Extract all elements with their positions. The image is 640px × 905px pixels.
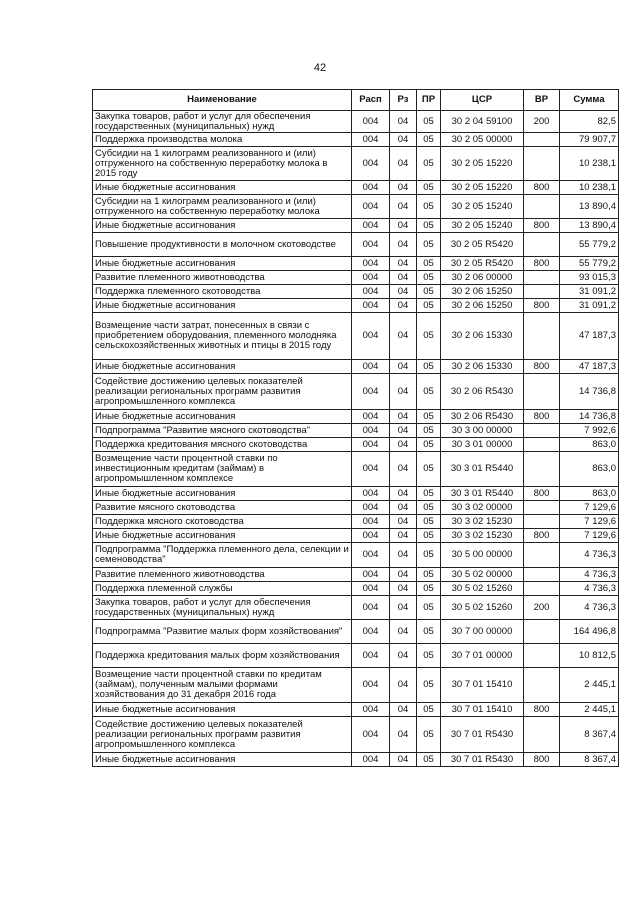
cell-rz: 04	[390, 501, 417, 515]
cell-name: Субсидии на 1 килограмм реализованного и (или) отгруженного на собственную переработку молока	[93, 195, 352, 219]
cell-pr: 05	[417, 703, 441, 717]
page-number: 42	[313, 62, 327, 74]
cell-rz: 04	[390, 271, 417, 285]
cell-vr	[524, 620, 560, 644]
cell-name: Возмещение части затрат, понесенных в связи с приобретением оборудования, племенного молодняка сельскохозяйственных животных и птицы в 2015 году	[93, 313, 352, 360]
cell-rz: 04	[390, 257, 417, 271]
cell-sum: 55 779,2	[560, 257, 619, 271]
cell-rasp: 004	[352, 620, 390, 644]
cell-name: Иные бюджетные ассигнования	[93, 360, 352, 374]
cell-csr: 30 3 02 00000	[441, 501, 524, 515]
cell-csr: 30 5 02 00000	[441, 568, 524, 582]
cell-rasp: 004	[352, 438, 390, 452]
cell-pr: 05	[417, 360, 441, 374]
table-row	[93, 313, 619, 360]
table-row	[93, 133, 619, 147]
cell-rasp: 004	[352, 257, 390, 271]
cell-rz: 04	[390, 285, 417, 299]
cell-name: Поддержка племенного скотоводства	[93, 285, 352, 299]
cell-vr	[524, 285, 560, 299]
cell-rz: 04	[390, 299, 417, 313]
table-row	[93, 285, 619, 299]
cell-name: Содействие достижению целевых показателей реализации региональных программ развития агропромышленного комплекса	[93, 717, 352, 753]
cell-pr: 05	[417, 717, 441, 753]
cell-csr: 30 2 06 15250	[441, 285, 524, 299]
cell-rz: 04	[390, 233, 417, 257]
cell-vr: 200	[524, 596, 560, 620]
cell-rasp: 004	[352, 644, 390, 668]
cell-vr	[524, 233, 560, 257]
cell-sum: 47 187,3	[560, 360, 619, 374]
cell-sum: 10 238,1	[560, 147, 619, 181]
cell-pr: 05	[417, 596, 441, 620]
budget-table	[92, 89, 619, 767]
cell-rz: 04	[390, 195, 417, 219]
cell-pr: 05	[417, 299, 441, 313]
cell-pr: 05	[417, 424, 441, 438]
table-row	[93, 717, 619, 753]
cell-rz: 04	[390, 360, 417, 374]
cell-pr: 05	[417, 271, 441, 285]
table-row	[93, 703, 619, 717]
cell-sum: 863,0	[560, 438, 619, 452]
cell-rasp: 004	[352, 753, 390, 767]
cell-rasp: 004	[352, 515, 390, 529]
cell-pr: 05	[417, 111, 441, 133]
cell-pr: 05	[417, 529, 441, 543]
cell-rasp: 004	[352, 424, 390, 438]
cell-pr: 05	[417, 285, 441, 299]
cell-name: Поддержка мясного скотоводства	[93, 515, 352, 529]
cell-csr: 30 2 05 15220	[441, 181, 524, 195]
cell-rasp: 004	[352, 374, 390, 410]
cell-vr	[524, 644, 560, 668]
cell-name: Иные бюджетные ассигнования	[93, 299, 352, 313]
cell-rasp: 004	[352, 501, 390, 515]
cell-csr: 30 2 05 15240	[441, 195, 524, 219]
cell-rasp: 004	[352, 543, 390, 568]
cell-rasp: 004	[352, 313, 390, 360]
cell-rasp: 004	[352, 271, 390, 285]
cell-rz: 04	[390, 568, 417, 582]
cell-name: Иные бюджетные ассигнования	[93, 219, 352, 233]
cell-rz: 04	[390, 717, 417, 753]
cell-rz: 04	[390, 133, 417, 147]
cell-rz: 04	[390, 582, 417, 596]
table-row	[93, 360, 619, 374]
cell-rz: 04	[390, 529, 417, 543]
cell-sum: 8 367,4	[560, 717, 619, 753]
cell-name: Содействие достижению целевых показателей реализации региональных программ развития агропромышленного комплекса	[93, 374, 352, 410]
cell-pr: 05	[417, 668, 441, 703]
cell-csr: 30 2 05 R5420	[441, 257, 524, 271]
cell-vr	[524, 424, 560, 438]
cell-csr: 30 2 04 59100	[441, 111, 524, 133]
cell-vr: 800	[524, 257, 560, 271]
cell-sum: 2 445,1	[560, 703, 619, 717]
cell-name: Поддержка кредитования малых форм хозяйствования	[93, 644, 352, 668]
cell-pr: 05	[417, 195, 441, 219]
cell-csr: 30 7 01 15410	[441, 668, 524, 703]
cell-sum: 4 736,3	[560, 568, 619, 582]
table-row	[93, 195, 619, 219]
table-row	[93, 410, 619, 424]
table-row	[93, 620, 619, 644]
cell-name: Иные бюджетные ассигнования	[93, 487, 352, 501]
table-row	[93, 271, 619, 285]
cell-pr: 05	[417, 374, 441, 410]
cell-name: Иные бюджетные ассигнования	[93, 410, 352, 424]
cell-name: Подпрограмма "Развитие малых форм хозяйствования"	[93, 620, 352, 644]
cell-pr: 05	[417, 620, 441, 644]
cell-vr	[524, 438, 560, 452]
cell-rasp: 004	[352, 668, 390, 703]
cell-sum: 4 736,3	[560, 543, 619, 568]
cell-sum: 7 992,6	[560, 424, 619, 438]
cell-rasp: 004	[352, 596, 390, 620]
cell-csr: 30 3 02 15230	[441, 529, 524, 543]
table-row	[93, 233, 619, 257]
cell-vr: 800	[524, 529, 560, 543]
header-rz: Рз	[390, 90, 417, 111]
cell-vr: 800	[524, 487, 560, 501]
table-row	[93, 424, 619, 438]
cell-name: Поддержка племенной службы	[93, 582, 352, 596]
cell-csr: 30 2 06 R5430	[441, 374, 524, 410]
cell-name: Иные бюджетные ассигнования	[93, 703, 352, 717]
cell-rasp: 004	[352, 360, 390, 374]
cell-sum: 31 091,2	[560, 285, 619, 299]
cell-rasp: 004	[352, 568, 390, 582]
cell-sum: 93 015,3	[560, 271, 619, 285]
cell-sum: 79 907,7	[560, 133, 619, 147]
table-row	[93, 257, 619, 271]
cell-rz: 04	[390, 596, 417, 620]
cell-rz: 04	[390, 147, 417, 181]
cell-vr	[524, 717, 560, 753]
cell-rasp: 004	[352, 181, 390, 195]
cell-rasp: 004	[352, 285, 390, 299]
cell-name: Закупка товаров, работ и услуг для обеспечения государственных (муниципальных) нужд	[93, 111, 352, 133]
cell-csr: 30 7 01 00000	[441, 644, 524, 668]
header-name: Наименование	[93, 90, 352, 111]
cell-name: Закупка товаров, работ и услуг для обеспечения государственных (муниципальных) нужд	[93, 596, 352, 620]
table-row	[93, 753, 619, 767]
cell-csr: 30 2 05 15220	[441, 147, 524, 181]
cell-rasp: 004	[352, 717, 390, 753]
cell-vr	[524, 568, 560, 582]
cell-sum: 863,0	[560, 487, 619, 501]
cell-pr: 05	[417, 233, 441, 257]
cell-csr: 30 2 06 R5430	[441, 410, 524, 424]
cell-csr: 30 2 06 15330	[441, 360, 524, 374]
cell-pr: 05	[417, 753, 441, 767]
cell-sum: 4 736,3	[560, 582, 619, 596]
cell-rz: 04	[390, 313, 417, 360]
cell-rasp: 004	[352, 410, 390, 424]
cell-rz: 04	[390, 515, 417, 529]
cell-csr: 30 2 06 15250	[441, 299, 524, 313]
cell-pr: 05	[417, 219, 441, 233]
header-pr: ПР	[417, 90, 441, 111]
cell-csr: 30 7 01 15410	[441, 703, 524, 717]
table-row	[93, 644, 619, 668]
cell-rz: 04	[390, 181, 417, 195]
cell-pr: 05	[417, 181, 441, 195]
table-row	[93, 111, 619, 133]
cell-rasp: 004	[352, 582, 390, 596]
cell-pr: 05	[417, 133, 441, 147]
cell-name: Возмещение части процентной ставки по кредитам (займам), полученным малыми формами хозяйствования до 31 декабря 2016 года	[93, 668, 352, 703]
cell-vr: 800	[524, 219, 560, 233]
cell-name: Поддержка производства молока	[93, 133, 352, 147]
cell-sum: 10 812,5	[560, 644, 619, 668]
cell-vr	[524, 501, 560, 515]
header-csr: ЦСР	[441, 90, 524, 111]
cell-rz: 04	[390, 410, 417, 424]
cell-sum: 7 129,6	[560, 529, 619, 543]
table-row	[93, 668, 619, 703]
cell-csr: 30 7 01 R5430	[441, 717, 524, 753]
cell-rz: 04	[390, 219, 417, 233]
cell-csr: 30 2 06 00000	[441, 271, 524, 285]
cell-rasp: 004	[352, 195, 390, 219]
table-row	[93, 568, 619, 582]
cell-name: Субсидии на 1 килограмм реализованного и (или) отгруженного на собственную переработку молока в 2015 году	[93, 147, 352, 181]
cell-vr: 800	[524, 360, 560, 374]
cell-sum: 7 129,6	[560, 515, 619, 529]
cell-name: Иные бюджетные ассигнования	[93, 257, 352, 271]
cell-rasp: 004	[352, 147, 390, 181]
cell-csr: 30 3 01 00000	[441, 438, 524, 452]
cell-sum: 4 736,3	[560, 596, 619, 620]
cell-vr: 800	[524, 410, 560, 424]
cell-csr: 30 3 00 00000	[441, 424, 524, 438]
table-row	[93, 438, 619, 452]
cell-sum: 14 736,8	[560, 410, 619, 424]
cell-name: Подпрограмма "Развитие мясного скотоводства"	[93, 424, 352, 438]
cell-vr	[524, 313, 560, 360]
cell-rasp: 004	[352, 111, 390, 133]
cell-pr: 05	[417, 410, 441, 424]
cell-rz: 04	[390, 424, 417, 438]
cell-csr: 30 7 01 R5430	[441, 753, 524, 767]
cell-pr: 05	[417, 257, 441, 271]
cell-vr: 800	[524, 703, 560, 717]
cell-csr: 30 3 02 15230	[441, 515, 524, 529]
cell-pr: 05	[417, 515, 441, 529]
cell-pr: 05	[417, 582, 441, 596]
cell-vr	[524, 452, 560, 487]
table-row	[93, 543, 619, 568]
cell-rasp: 004	[352, 452, 390, 487]
cell-csr: 30 7 00 00000	[441, 620, 524, 644]
cell-csr: 30 3 01 R5440	[441, 487, 524, 501]
cell-csr: 30 3 01 R5440	[441, 452, 524, 487]
table-row	[93, 219, 619, 233]
cell-vr: 800	[524, 299, 560, 313]
cell-vr: 800	[524, 181, 560, 195]
cell-vr	[524, 195, 560, 219]
cell-sum: 8 367,4	[560, 753, 619, 767]
cell-rz: 04	[390, 452, 417, 487]
table-row	[93, 147, 619, 181]
cell-rz: 04	[390, 644, 417, 668]
header-sum: Сумма	[560, 90, 619, 111]
cell-vr	[524, 271, 560, 285]
cell-rz: 04	[390, 620, 417, 644]
cell-rasp: 004	[352, 529, 390, 543]
cell-rasp: 004	[352, 133, 390, 147]
table-row	[93, 596, 619, 620]
cell-csr: 30 2 06 15330	[441, 313, 524, 360]
cell-pr: 05	[417, 147, 441, 181]
cell-name: Развитие мясного скотоводства	[93, 501, 352, 515]
table-row	[93, 501, 619, 515]
cell-pr: 05	[417, 487, 441, 501]
cell-pr: 05	[417, 501, 441, 515]
cell-pr: 05	[417, 313, 441, 360]
cell-rz: 04	[390, 111, 417, 133]
cell-rz: 04	[390, 543, 417, 568]
cell-vr	[524, 582, 560, 596]
cell-name: Подпрограмма "Поддержка племенного дела, селекции и семеноводства"	[93, 543, 352, 568]
cell-sum: 14 736,8	[560, 374, 619, 410]
cell-vr	[524, 515, 560, 529]
cell-sum: 82,5	[560, 111, 619, 133]
cell-csr: 30 2 05 R5420	[441, 233, 524, 257]
cell-sum: 863,0	[560, 452, 619, 487]
header-row	[93, 90, 619, 111]
cell-name: Развитие племенного животноводства	[93, 271, 352, 285]
cell-csr: 30 5 02 15260	[441, 582, 524, 596]
cell-sum: 2 445,1	[560, 668, 619, 703]
cell-sum: 13 890,4	[560, 219, 619, 233]
cell-csr: 30 2 05 00000	[441, 133, 524, 147]
cell-vr: 800	[524, 753, 560, 767]
cell-sum: 47 187,3	[560, 313, 619, 360]
cell-rz: 04	[390, 438, 417, 452]
table-row	[93, 582, 619, 596]
cell-pr: 05	[417, 452, 441, 487]
cell-rz: 04	[390, 668, 417, 703]
cell-vr	[524, 147, 560, 181]
cell-vr	[524, 668, 560, 703]
table-row	[93, 452, 619, 487]
table-row	[93, 515, 619, 529]
cell-vr	[524, 543, 560, 568]
cell-vr	[524, 374, 560, 410]
cell-name: Иные бюджетные ассигнования	[93, 753, 352, 767]
cell-name: Поддержка кредитования мясного скотоводства	[93, 438, 352, 452]
cell-name: Иные бюджетные ассигнования	[93, 529, 352, 543]
cell-name: Иные бюджетные ассигнования	[93, 181, 352, 195]
cell-pr: 05	[417, 438, 441, 452]
cell-pr: 05	[417, 644, 441, 668]
cell-rz: 04	[390, 703, 417, 717]
cell-rz: 04	[390, 487, 417, 501]
cell-pr: 05	[417, 543, 441, 568]
cell-vr: 200	[524, 111, 560, 133]
cell-csr: 30 5 02 15260	[441, 596, 524, 620]
cell-sum: 7 129,6	[560, 501, 619, 515]
cell-sum: 164 496,8	[560, 620, 619, 644]
table-row	[93, 487, 619, 501]
cell-name: Развитие племенного животноводства	[93, 568, 352, 582]
table-row	[93, 529, 619, 543]
header-rasp: Расп	[352, 90, 390, 111]
cell-csr: 30 5 00 00000	[441, 543, 524, 568]
cell-rz: 04	[390, 753, 417, 767]
cell-rasp: 004	[352, 299, 390, 313]
cell-name: Повышение продуктивности в молочном скотоводстве	[93, 233, 352, 257]
cell-sum: 55 779,2	[560, 233, 619, 257]
header-vr: ВР	[524, 90, 560, 111]
cell-rasp: 004	[352, 487, 390, 501]
cell-name: Возмещение части процентной ставки по инвестиционным кредитам (займам) в агропромышленном комплексе	[93, 452, 352, 487]
cell-sum: 13 890,4	[560, 195, 619, 219]
cell-sum: 10 238,1	[560, 181, 619, 195]
table-row	[93, 181, 619, 195]
cell-vr	[524, 133, 560, 147]
cell-pr: 05	[417, 568, 441, 582]
cell-rasp: 004	[352, 233, 390, 257]
cell-rasp: 004	[352, 219, 390, 233]
cell-csr: 30 2 05 15240	[441, 219, 524, 233]
cell-rz: 04	[390, 374, 417, 410]
cell-sum: 31 091,2	[560, 299, 619, 313]
cell-rasp: 004	[352, 703, 390, 717]
table-row	[93, 299, 619, 313]
table-row	[93, 374, 619, 410]
